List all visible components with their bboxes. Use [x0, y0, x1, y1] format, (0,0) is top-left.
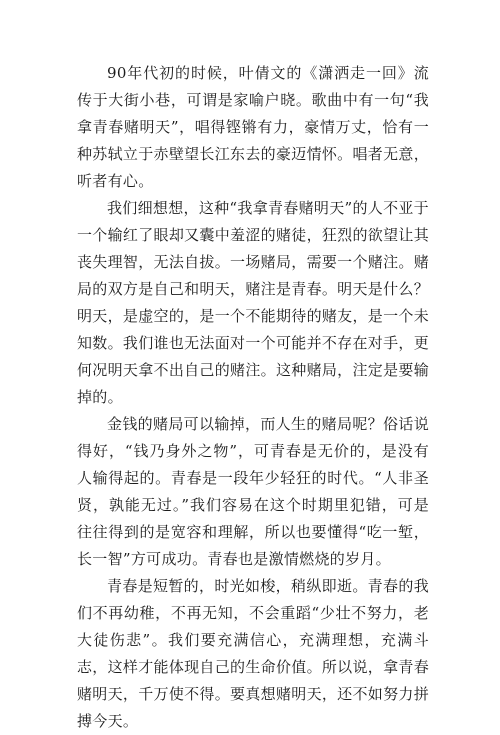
paragraph: 金钱的赌局可以输掉，而人生的赌局呢？俗话说得好，“钱乃身外之物”，可青春是无价的，是没有人输得起的。青春是一段年少轻狂的时代。“人非圣贤，孰能无过。”我们容易在这个时期里犯错，可是往往得到的是宽容和理解，所以也要懂得“吃一堑，长一智”方可成功。青春也是激情燃烧的岁月。	[77, 415, 429, 568]
paragraph: 青春是短暂的，时光如梭，稍纵即逝。青春的我们不再幼稚，不再无知，不会重蹈“少壮不努力，老大徒伤悲”。我们要充满信心，充满理想，充满斗志，这样才能体现自己的生命价值。所以说，拿青春赌明天，千万使不得。要真想赌明天，还不如努力拼搏今天。	[77, 577, 429, 730]
paragraph: 我们细想想，这种“我拿青春赌明天”的人不亚于一个输红了眼却又囊中羞涩的赌徒，狂烈的欲望让其丧失理智，无法自拔。一场赌局，需要一个赌注。赌局的双方是自己和明天，赌注是青春。明天是什么？明天，是虚空的，是一个不能期待的赌友，是一个未知数。我们谁也无法面对一个可能并不存在对手，更何况明天拿不出自己的赌注。这种赌局，注定是要输掉的。	[77, 199, 429, 406]
paragraph: 90年代初的时候，叶倩文的《潇洒走一回》流传于大街小巷，可谓是家喻户晓。歌曲中有一句“我拿青春赌明天”，唱得铿锵有力，豪情万丈，恰有一种苏轼立于赤壁望长江东去的豪迈情怀。唱者无意，听者有心。	[77, 64, 429, 190]
document-body	[77, 60, 429, 735]
